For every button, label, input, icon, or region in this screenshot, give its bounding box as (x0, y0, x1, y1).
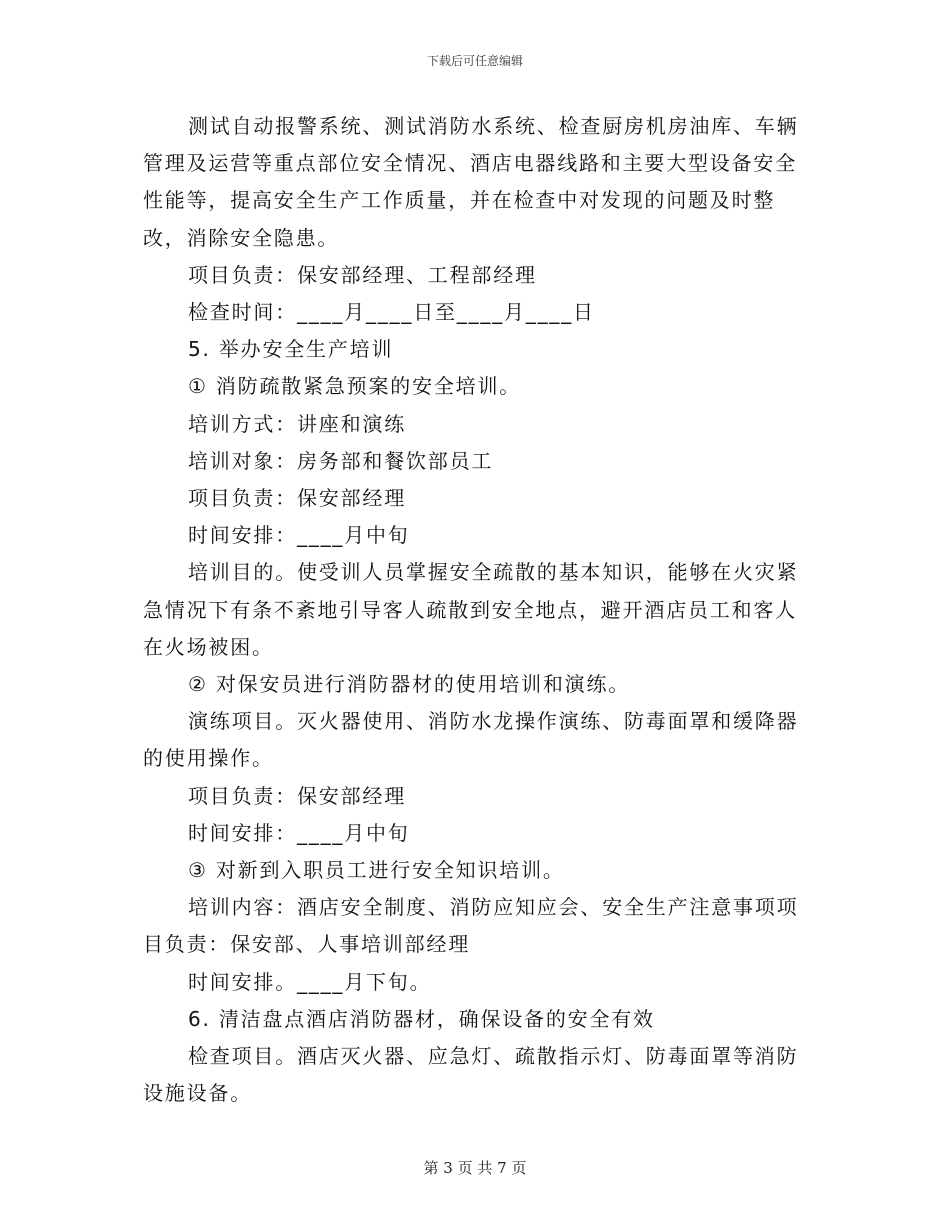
paragraph: 时间安排：____月中旬 (188, 523, 410, 548)
paragraph: ② 对保安员进行消防器材的使用培训和演练。 (188, 672, 631, 697)
paragraph: 演练项目。灭火器使用、消防水龙操作演练、防毒面罩和缓降器的使用操作。 (143, 709, 799, 771)
section-heading: 5. 举办安全生产培训 (188, 337, 394, 362)
paragraph: 检查时间：____月____日至____月____日 (188, 300, 595, 325)
paragraph: 培训内容：酒店安全制度、消防应知应会、安全生产注意事项项目负责：保安部、人事培训部经理 (143, 895, 799, 957)
page-header: 下载后可任意编辑 (426, 54, 523, 68)
paragraph: 培训方式：讲座和演练 (188, 411, 406, 436)
paragraph: 测试自动报警系统、测试消防水系统、检查厨房机房油库、车辆管理及运营等重点部位安全情况、酒店电器线路和主要大型设备安全性能等，提高安全生产工作质量，并在检查中对发现的问题及时整改，消除安全隐患。 (143, 114, 799, 250)
paragraph: 项目负责：保安部经理、工程部经理 (188, 262, 537, 287)
paragraph: 时间安排。____月下旬。 (188, 969, 432, 994)
paragraph: 项目负责：保安部经理 (188, 486, 406, 511)
page-footer: 第 3 页 共 7 页 (423, 1159, 527, 1177)
paragraph: ① 消防疏散紧急预案的安全培训。 (188, 374, 522, 399)
paragraph: ③ 对新到入职员工进行安全知识培训。 (188, 858, 565, 883)
paragraph: 检查项目。酒店灭火器、应急灯、疏散指示灯、防毒面罩等消防设施设备。 (143, 1044, 799, 1106)
paragraph: 培训目的。使受训人员掌握安全疏散的基本知识，能够在火灾紧急情况下有条不紊地引导客人疏散到安全地点，避开酒店员工和客人在火场被困。 (143, 560, 799, 659)
document-body (143, 108, 808, 1112)
paragraph: 时间安排：____月中旬 (188, 820, 410, 845)
paragraph: 培训对象：房务部和餐饮部员工 (188, 448, 494, 473)
section-heading: 6. 清洁盘点酒店消防器材，确保设备的安全有效 (188, 1006, 655, 1031)
paragraph: 项目负责：保安部经理 (188, 783, 406, 808)
